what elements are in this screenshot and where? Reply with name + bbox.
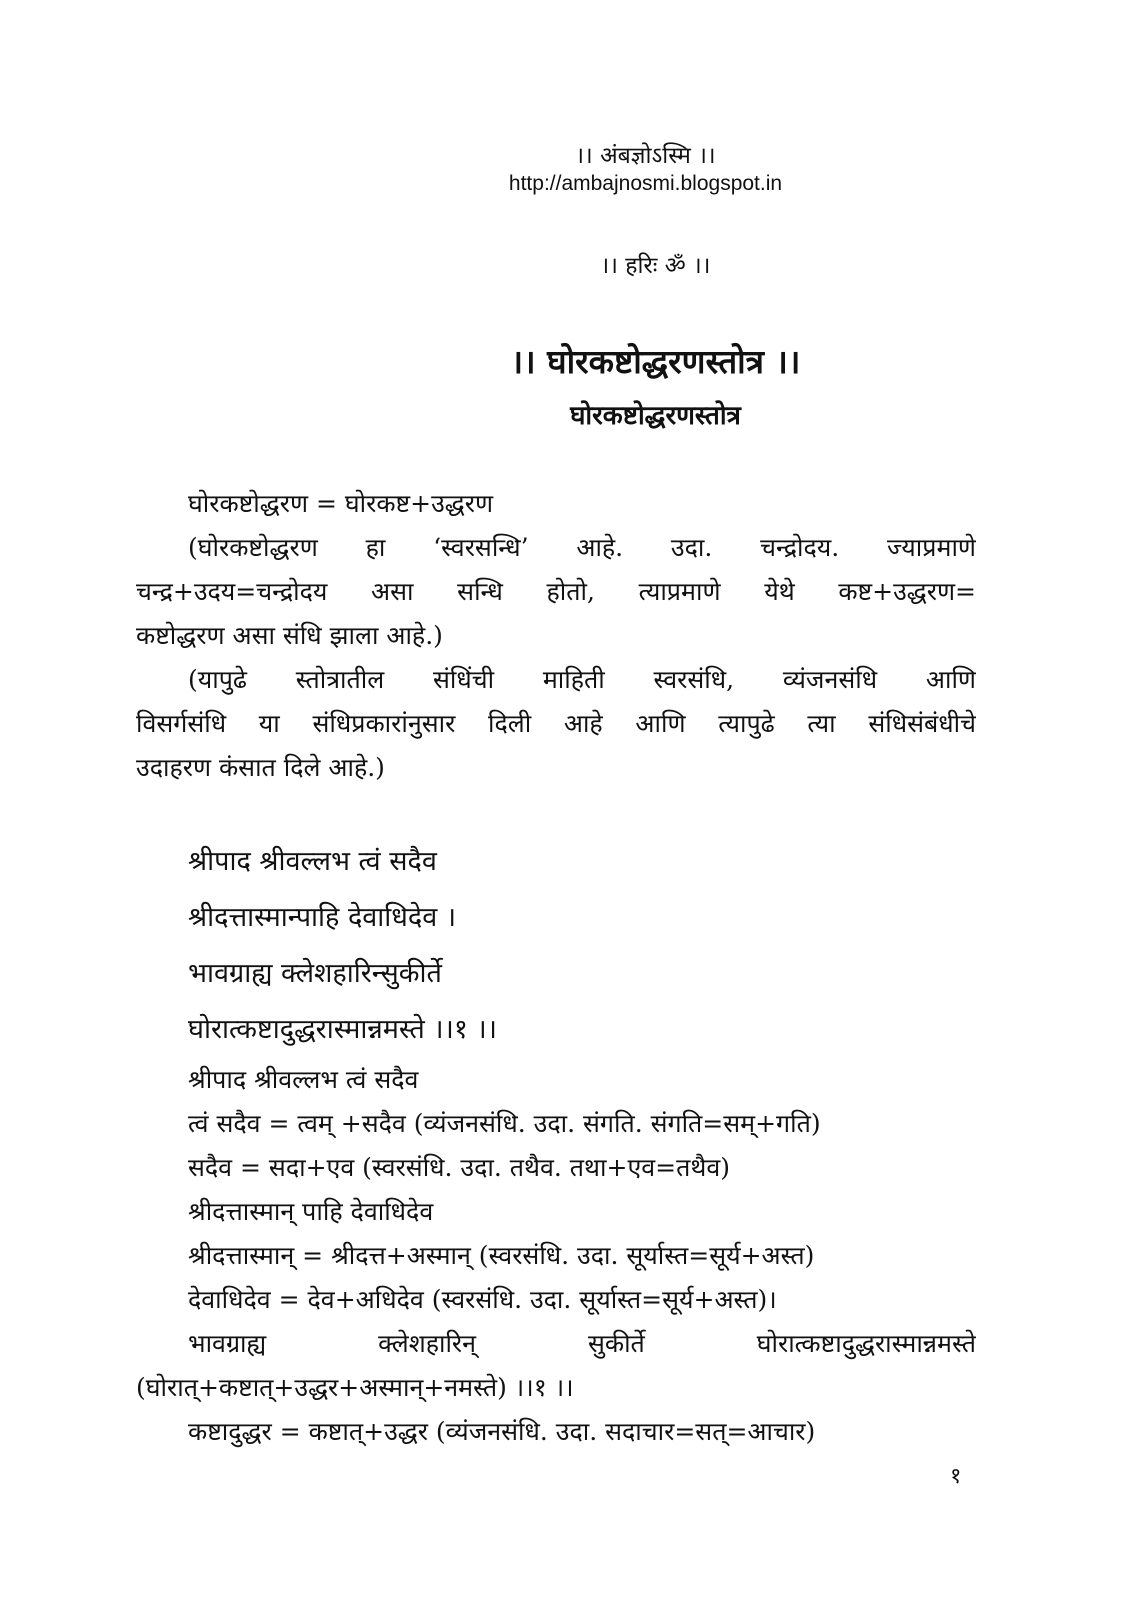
blog-url: http://ambajnosmi.blogspot.in xyxy=(508,172,783,195)
page-title: ।। घोरकष्टोद्धरणस्तोत्र ।। xyxy=(510,342,801,381)
blog-name: ।। अंबज्ञोऽस्मि ।। xyxy=(575,143,716,169)
paragraph-line: विसर्गसंधि या संधिप्रकारांनुसार दिली आहे आणि त्यापुढे त्या संधिसंबंधीचे xyxy=(136,709,976,738)
intro-paragraph-2 xyxy=(136,658,976,790)
analysis-line: श्रीदत्तास्मान् = श्रीदत्त+अस्मान् (स्वरसंधि. उदा. सूर्यास्त=सूर्य+अस्त) xyxy=(188,1241,815,1270)
analysis-line: त्वं सदैव = त्वम् +सदैव (व्यंजनसंधि. उदा. संगति. संगति=सम्+गति) xyxy=(188,1109,821,1138)
intro-paragraph-1 xyxy=(136,526,976,658)
analysis-line: श्रीपाद श्रीवल्लभ त्वं सदैव xyxy=(188,1065,419,1094)
verse-line: घोरात्कष्टादुद्धरास्मान्नमस्ते ।।१ ।। xyxy=(188,1014,497,1045)
analysis-line: सदैव = सदा+एव (स्वरसंधि. उदा. तथैव. तथा+एव=तथैव) xyxy=(188,1153,730,1182)
analysis-line: श्रीदत्तास्मान् पाहि देवाधिदेव xyxy=(188,1197,434,1226)
analysis-block xyxy=(136,1058,976,1454)
paragraph-line: चन्द्र+उदय=चन्द्रोदय असा सन्धि होतो, त्याप्रमाणे येथे कष्ट+उद्धरण= xyxy=(136,577,976,606)
page-subtitle: घोरकष्टोद्धरणस्तोत्र xyxy=(570,401,741,431)
verse-line: श्रीदत्तास्मान्पाहि देवाधिदेव । xyxy=(188,902,457,933)
analysis-line: देवाधिदेव = देव+अधिदेव (स्वरसंधि. उदा. सूर्यास्त=सूर्य+अस्त)। xyxy=(188,1285,777,1314)
spacer xyxy=(136,790,976,834)
body-content xyxy=(136,482,976,1454)
page-number: १ xyxy=(950,1464,962,1489)
verse-block xyxy=(136,834,976,1058)
paragraph-line: उदाहरण कंसात दिले आहे.) xyxy=(136,753,385,782)
paragraph-line: कष्टोद्धरण असा संधि झाला आहे.) xyxy=(136,621,443,650)
analysis-line: (घोरात्+कष्टात्+उद्धर+अस्मान्+नमस्ते) ।।१ ।। xyxy=(136,1373,574,1402)
analysis-line: कष्टादुद्धर = कष्टात्+उद्धर (व्यंजनसंधि. उदा. सदाचार=सत्=आचार) xyxy=(188,1417,816,1446)
definition-line: घोरकष्टोद्धरण = घोरकष्ट+उद्धरण xyxy=(188,489,494,518)
invocation: ।। हरिः ॐ ।। xyxy=(600,253,711,279)
paragraph-line: (घोरकष्टोद्धरण हा ‘स्वरसन्धि’ आहे. उदा. चन्द्रोदय. ज्याप्रमाणे xyxy=(188,533,976,562)
verse-line: भावग्राह्य क्लेशहारिन्सुकीर्ते xyxy=(188,958,442,989)
analysis-line: भावग्राह्य क्लेशहारिन् सुकीर्ते घोरात्कष्टादुद्धरास्मान्नमस्ते xyxy=(188,1329,976,1358)
paragraph-line: (यापुढे स्तोत्रातील संधिंची माहिती स्वरसंधि, व्यंजनसंधि आणि xyxy=(188,665,976,694)
verse-line: श्रीपाद श्रीवल्लभ त्वं सदैव xyxy=(188,846,437,877)
